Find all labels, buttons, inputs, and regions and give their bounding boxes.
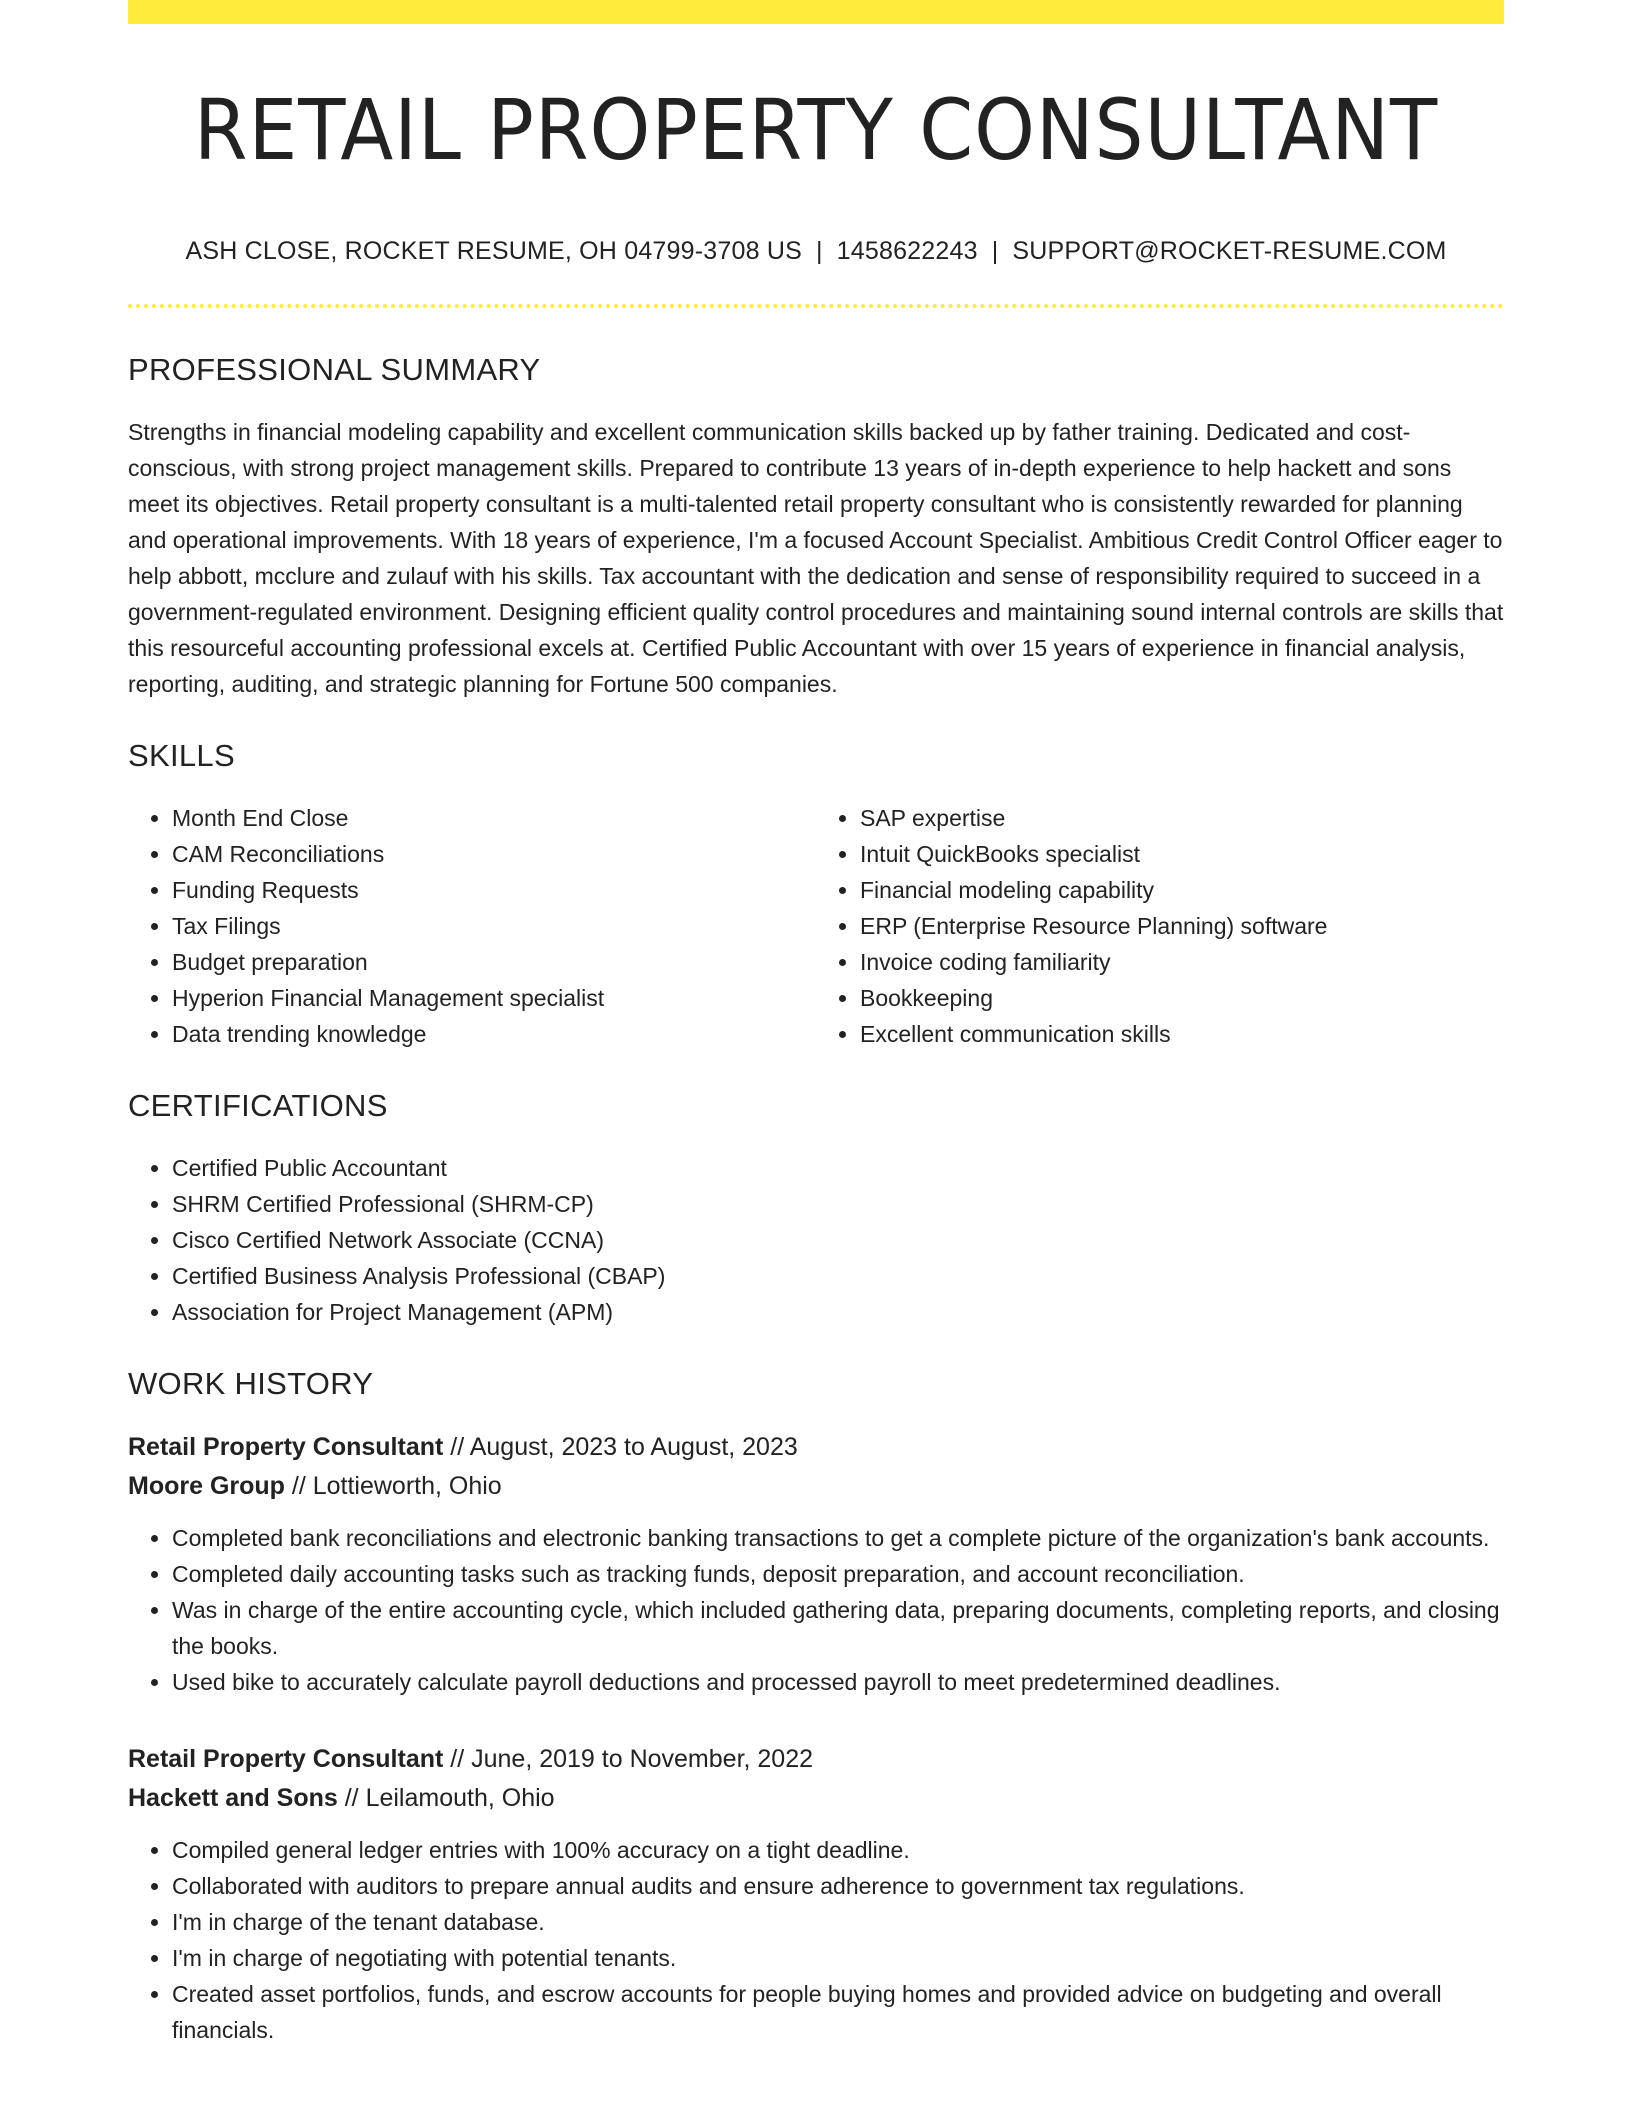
job-bullets bbox=[128, 1520, 1504, 1700]
job-bullet: • Completed daily accounting tasks such as tracking funds, deposit preparation, and account reconciliation. bbox=[172, 1556, 1504, 1592]
skill-item: • Invoice coding familiarity bbox=[860, 944, 1504, 980]
accent-bar bbox=[128, 0, 1504, 24]
job-bullet: • Created asset portfolios, funds, and escrow accounts for people buying homes and provided advice on budgeting and overall financials. bbox=[172, 1976, 1504, 2048]
job-bullet: • Was in charge of the entire accounting cycle, which included gathering data, preparing documents, completing reports, and closing the books. bbox=[172, 1592, 1504, 1664]
contact-phone: 1458622243 bbox=[836, 236, 978, 265]
certification-item: • SHRM Certified Professional (SHRM-CP) bbox=[172, 1186, 1504, 1222]
job-title-line bbox=[128, 1428, 1504, 1467]
skill-item: • Funding Requests bbox=[172, 872, 816, 908]
summary-heading: PROFESSIONAL SUMMARY bbox=[128, 351, 541, 387]
skill-item: • Tax Filings bbox=[172, 908, 816, 944]
resume-page bbox=[128, 0, 1504, 2048]
skill-item: • SAP expertise bbox=[860, 800, 1504, 836]
skill-item: • CAM Reconciliations bbox=[172, 836, 816, 872]
job-bullet: • Collaborated with auditors to prepare annual audits and ensure adherence to government tax regulations. bbox=[172, 1868, 1504, 1904]
job-company: Hackett and Sons bbox=[128, 1783, 338, 1812]
certification-item: • Cisco Certified Network Associate (CCNA) bbox=[172, 1222, 1504, 1258]
certifications-heading: CERTIFICATIONS bbox=[128, 1087, 388, 1123]
skill-item: • Financial modeling capability bbox=[860, 872, 1504, 908]
work-history-heading: WORK HISTORY bbox=[128, 1365, 374, 1401]
summary-text: Strengths in financial modeling capability and excellent communication skills backed up by father training. Dedicated and cost-conscious, with strong project management skills. Prepared to contribute 13 years of in-depth experience to help hackett and sons meet its objectives. Retail property consultant is a multi-talented retail property consultant who is consistently rewarded for planning and operational improvements. With 18 years of experience, I'm a focused Account Specialist. Ambitious Credit Control Officer eager to help abbott, mcclure and zulauf with his skills. Tax accountant with the dedication and sense of responsibility required to succeed in a government-regulated environment. Designing efficient quality control procedures and maintaining sound internal controls are skills that this resourceful accounting professional excels at. Certified Public Accountant with over 15 years of experience in financial analysis, reporting, auditing, and strategic planning for Fortune 500 companies. bbox=[128, 418, 1504, 697]
contact-line bbox=[128, 237, 1504, 266]
skills-list bbox=[128, 800, 1504, 1052]
certification-item: • Certified Business Analysis Professional (CBAP) bbox=[172, 1258, 1504, 1294]
job-dates: // August, 2023 to August, 2023 bbox=[443, 1432, 798, 1461]
skills-column-left bbox=[128, 800, 816, 1052]
job-location: // Lottieworth, Ohio bbox=[284, 1471, 502, 1500]
skill-item: • Budget preparation bbox=[172, 944, 816, 980]
contact-email[interactable]: SUPPORT@ROCKET-RESUME.COM bbox=[1012, 236, 1447, 265]
skill-item: • Bookkeeping bbox=[860, 980, 1504, 1016]
job-company-line bbox=[128, 1467, 1504, 1506]
job-role: Retail Property Consultant bbox=[128, 1744, 444, 1773]
skills-column-right bbox=[816, 800, 1504, 1052]
job-bullet: • I'm in charge of the tenant database. bbox=[172, 1904, 1504, 1940]
skill-item: • Month End Close bbox=[172, 800, 816, 836]
job-title-line bbox=[128, 1740, 1504, 1779]
job-company-line bbox=[128, 1779, 1504, 1818]
header-divider bbox=[128, 304, 1504, 308]
skill-item: • ERP (Enterprise Resource Planning) software bbox=[860, 908, 1504, 944]
job-role: Retail Property Consultant bbox=[128, 1432, 444, 1461]
resume-title: RETAIL PROPERTY CONSULTANT bbox=[193, 81, 1439, 179]
skill-item: • Data trending knowledge bbox=[172, 1016, 816, 1052]
certifications-list bbox=[128, 1150, 1504, 1330]
skills-heading: SKILLS bbox=[128, 737, 235, 773]
job-company: Moore Group bbox=[128, 1471, 285, 1500]
job-entry bbox=[128, 1740, 1504, 2048]
job-entry bbox=[128, 1428, 1504, 1700]
contact-separator: | bbox=[815, 236, 823, 265]
job-bullet: • Compiled general ledger entries with 100% accuracy on a tight deadline. bbox=[172, 1832, 1504, 1868]
job-bullet: • I'm in charge of negotiating with potential tenants. bbox=[172, 1940, 1504, 1976]
job-bullet: • Used bike to accurately calculate payroll deductions and processed payroll to meet predetermined deadlines. bbox=[172, 1664, 1504, 1700]
skill-item: • Intuit QuickBooks specialist bbox=[860, 836, 1504, 872]
skill-item: • Excellent communication skills bbox=[860, 1016, 1504, 1052]
job-location: // Leilamouth, Ohio bbox=[337, 1783, 555, 1812]
certification-item: • Certified Public Accountant bbox=[172, 1150, 1504, 1186]
job-dates: // June, 2019 to November, 2022 bbox=[443, 1744, 814, 1773]
contact-separator: | bbox=[991, 236, 999, 265]
skill-item: • Hyperion Financial Management specialist bbox=[172, 980, 816, 1016]
certification-item: • Association for Project Management (APM) bbox=[172, 1294, 1504, 1330]
contact-address: ASH CLOSE, ROCKET RESUME, OH 04799-3708 US bbox=[185, 236, 802, 265]
job-bullet: • Completed bank reconciliations and electronic banking transactions to get a complete picture of the organization's bank accounts. bbox=[172, 1520, 1504, 1556]
job-bullets bbox=[128, 1832, 1504, 2048]
